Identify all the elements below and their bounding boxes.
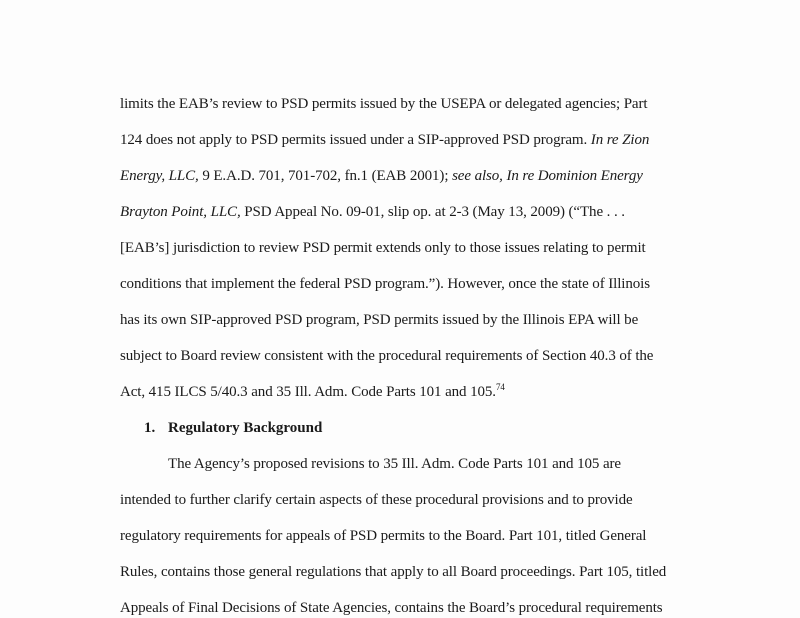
paragraph-line: Brayton Point, LLC, PSD Appeal No. 09-01, slip op. at 2-3 (May 13, 2009) (“The . . . <box>120 204 625 220</box>
paragraph-line: Appeals of Final Decisions of State Agencies, contains the Board’s procedural requirements <box>120 600 663 616</box>
section-title: Regulatory Background <box>168 420 323 436</box>
paragraph-line: has its own SIP-approved PSD program, PSD permits issued by the Illinois EPA will be <box>120 312 639 328</box>
case-citation: Energy, LLC, <box>120 168 199 184</box>
case-citation: In re Zion <box>590 132 650 148</box>
paragraph-line: 124 does not apply to PSD permits issued under a SIP-approved PSD program. In re Zion <box>120 132 650 148</box>
case-citation: Brayton Point, LLC, <box>120 204 241 220</box>
footnote-reference: 74 <box>495 382 505 392</box>
paragraph-line: [EAB’s] jurisdiction to review PSD permit extends only to those issues relating to permit <box>120 240 646 256</box>
case-citation: see also, In re Dominion Energy <box>452 168 643 184</box>
paragraph-line: regulatory requirements for appeals of PSD permits to the Board. Part 101, titled General <box>120 528 647 544</box>
paragraph-line: Rules, contains those general regulations that apply to all Board proceedings. Part 105, titled <box>120 564 667 580</box>
paragraph-line: The Agency’s proposed revisions to 35 Ill. Adm. Code Parts 101 and 105 are <box>168 456 621 472</box>
paragraph-line: Energy, LLC, 9 E.A.D. 701, 701-702, fn.1 (EAB 2001); see also, In re Dominion Energy <box>120 168 643 184</box>
section-heading <box>144 419 322 437</box>
paragraph-line: subject to Board review consistent with the procedural requirements of Section 40.3 of the <box>120 348 654 364</box>
paragraph-line: conditions that implement the federal PSD program.”). However, once the state of Illinois <box>120 276 650 292</box>
paragraph-line: Act, 415 ILCS 5/40.3 and 35 Ill. Adm. Code Parts 101 and 105.74 <box>120 382 505 400</box>
paragraph-line: limits the EAB’s review to PSD permits issued by the USEPA or delegated agencies; Part <box>120 96 648 112</box>
section-number: 1. <box>144 420 156 436</box>
paragraph-line: intended to further clarify certain aspects of these procedural provisions and to provide <box>120 492 633 508</box>
